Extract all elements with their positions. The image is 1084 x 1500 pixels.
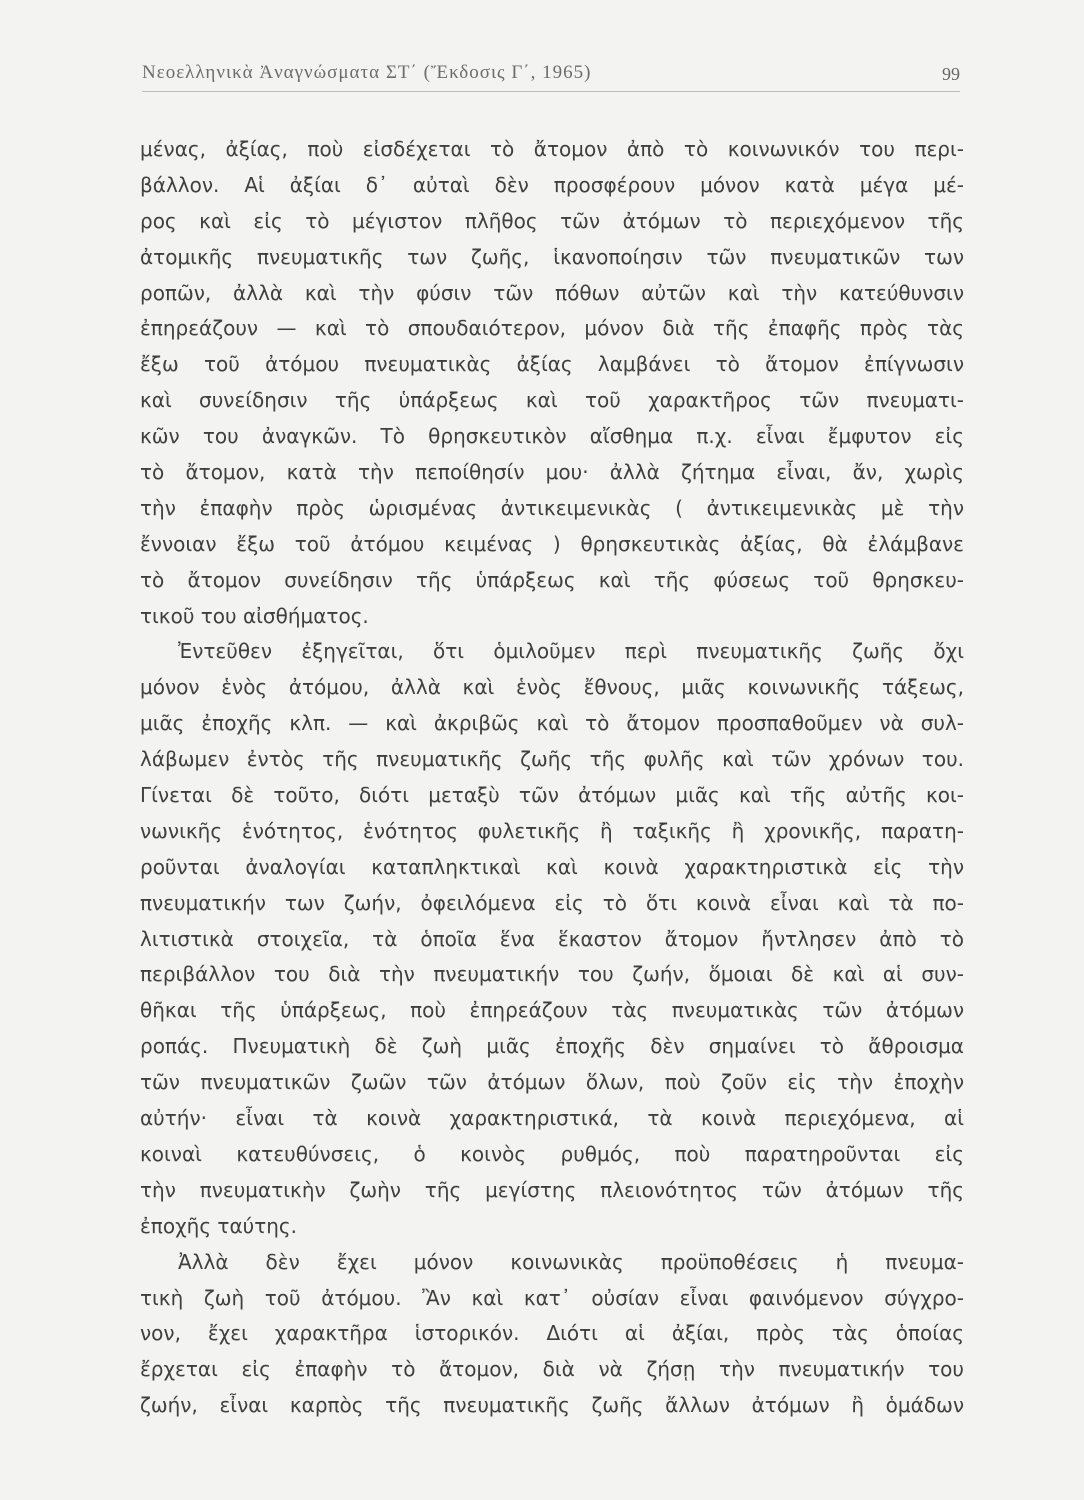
text-line: ἔρχεται εἰς ἐπαφὴν τὸ ἄτομον, διὰ νὰ ζήσῃ τὴν πνευματικήν του: [140, 1357, 964, 1382]
text-line: ἐποχῆς ταύτης.: [140, 1213, 298, 1238]
text-line: τὸ ἄτομον συνείδησιν τῆς ὑπάρξεως καὶ τῆς φύσεως τοῦ θρησκευ-: [140, 567, 964, 592]
text-line: πνευματικήν των ζωήν, ὀφειλόμενα εἰς τὸ ὅτι κοινὰ εἶναι καὶ τὰ πο-: [140, 890, 964, 915]
text-line: ἔννοιαν ἔξω τοῦ ἀτόμου κειμένας ) θρησκευτικὰς ἀξίας, θὰ ἐλάμβανε: [140, 531, 964, 556]
text-line: νον, ἔχει χαρακτῆρα ἱστορικόν. Διότι αἱ ἀξίαι, πρὸς τὰς ὁποίας: [140, 1321, 964, 1346]
text-line: ἐπηρεάζουν — καὶ τὸ σπουδαιότερον, μόνον διὰ τῆς ἐπαφῆς πρὸς τὰς: [140, 316, 964, 341]
text-line: ἔξω τοῦ ἀτόμου πνευματικὰς ἀξίας λαμβάνει τὸ ἄτομον ἐπίγνωσιν: [140, 352, 964, 377]
body-text: [140, 132, 964, 1424]
text-line: μένας, ἀξίας, ποὺ εἰσδέχεται τὸ ἄτομον ἀπὸ τὸ κοινωνικόν του περι-: [140, 137, 964, 161]
text-line: καὶ συνείδησιν τῆς ὑπάρξεως καὶ τοῦ χαρακτῆρος τῶν πνευματι-: [140, 388, 964, 413]
text-line: ρος καὶ εἰς τὸ μέγιστον πλῆθος τῶν ἀτόμων τὸ περιεχόμενον τῆς: [140, 208, 964, 233]
text-line: τῶν πνευματικῶν ζωῶν τῶν ἀτόμων ὅλων, ποὺ ζοῦν εἰς τὴν ἐποχὴν: [140, 1070, 964, 1095]
text-line: τικὴ ζωὴ τοῦ ἀτόμου. Ἂν καὶ κατ᾽ οὐσίαν εἶναι φαινόμενον σύγχρο-: [140, 1285, 964, 1310]
text-line: μιᾶς ἐποχῆς κλπ. — καὶ ἀκριβῶς καὶ τὸ ἄτομον προσπαθοῦμεν νὰ συλ-: [140, 711, 964, 736]
text-line: Ἐντεῦθεν ἐξηγεῖται, ὅτι ὁμιλοῦμεν περὶ πνευματικῆς ζωῆς ὄχι: [178, 639, 964, 664]
text-line: ροπῶν, ἀλλὰ καὶ τὴν φύσιν τῶν πόθων αὐτῶν καὶ τὴν κατεύθυνσιν: [140, 280, 964, 305]
text-line: θῆκαι τῆς ὑπάρξεως, ποὺ ἐπηρεάζουν τὰς πνευματικὰς τῶν ἀτόμων: [140, 998, 964, 1023]
text-line: τὴν ἐπαφὴν πρὸς ὡρισμένας ἀντικειμενικὰς ( ἀντικειμενικὰς μὲ τὴν: [140, 495, 964, 520]
text-line: ροπάς. Πνευματικὴ δὲ ζωὴ μιᾶς ἐποχῆς δὲν σημαίνει τὸ ἄθροισμα: [140, 1034, 964, 1059]
text-line: λιτιστικὰ στοιχεῖα, τὰ ὁποῖα ἕνα ἕκαστον ἄτομον ἤντλησεν ἀπὸ τὸ: [140, 926, 964, 951]
text-line: λάβωμεν ἐντὸς τῆς πνευματικῆς ζωῆς τῆς φυλῆς καὶ τῶν χρόνων του.: [140, 747, 964, 772]
text-line: αὐτήν· εἶναι τὰ κοινὰ χαρακτηριστικά, τὰ κοινὰ περιεχόμενα, αἱ: [140, 1106, 964, 1131]
text-line: ἀτομικῆς πνευματικῆς των ζωῆς, ἱκανοποίησιν τῶν πνευματικῶν των: [140, 244, 964, 269]
text-line: κῶν του ἀναγκῶν. Τὸ θρησκευτικὸν αἴσθημα π.χ. εἶναι ἔμφυτον εἰς: [140, 424, 964, 449]
text-line: τὴν πνευματικὴν ζωὴν τῆς μεγίστης πλειονότητος τῶν ἀτόμων τῆς: [140, 1177, 964, 1202]
header-rule: [142, 91, 960, 92]
text-line: τὸ ἄτομον, κατὰ τὴν πεποίθησίν μου· ἀλλὰ ζήτημα εἶναι, ἄν, χωρὶς: [140, 460, 964, 485]
text-line: ζωήν, εἶναι καρπὸς τῆς πνευματικῆς ζωῆς ἄλλων ἀτόμων ἢ ὁμάδων: [140, 1393, 964, 1418]
text-line: βάλλον. Αἱ ἀξίαι δ᾽ αὐταὶ δὲν προσφέρουν μόνον κατὰ μέγα μέ-: [140, 172, 964, 197]
text-line: τικοῦ του αἰσθήματος.: [140, 603, 369, 628]
header-title: Νεοελληνικὰ Ἀναγνώσματα ΣΤ΄ (Ἔκδοσις Γ΄, 1965): [142, 62, 592, 83]
text-line: μόνον ἑνὸς ἀτόμου, ἀλλὰ καὶ ἑνὸς ἔθνους, μιᾶς κοινωνικῆς τάξεως,: [140, 675, 964, 700]
text-line: Γίνεται δὲ τοῦτο, διότι μεταξὺ τῶν ἀτόμων μιᾶς καὶ τῆς αὐτῆς κοι-: [140, 783, 964, 808]
text-line: περιβάλλον του διὰ τὴν πνευματικήν του ζωήν, ὅμοιαι δὲ καὶ αἱ συν-: [140, 962, 964, 987]
text-line: νωνικῆς ἑνότητος, ἑνότητος φυλετικῆς ἢ ταξικῆς ἢ χρονικῆς, παρατη-: [140, 818, 964, 843]
page-number: 99: [942, 64, 960, 84]
text-line: κοιναὶ κατευθύνσεις, ὁ κοινὸς ρυθμός, ποὺ παρατηροῦνται εἰς: [140, 1141, 964, 1166]
running-header: [142, 58, 962, 90]
text-line: Ἀλλὰ δὲν ἔχει μόνον κοινωνικὰς προϋποθέσεις ἡ πνευμα-: [178, 1249, 964, 1274]
text-line: ροῦνται ἀναλογίαι καταπληκτικαὶ καὶ κοινὰ χαρακτηριστικὰ εἰς τὴν: [140, 854, 964, 879]
